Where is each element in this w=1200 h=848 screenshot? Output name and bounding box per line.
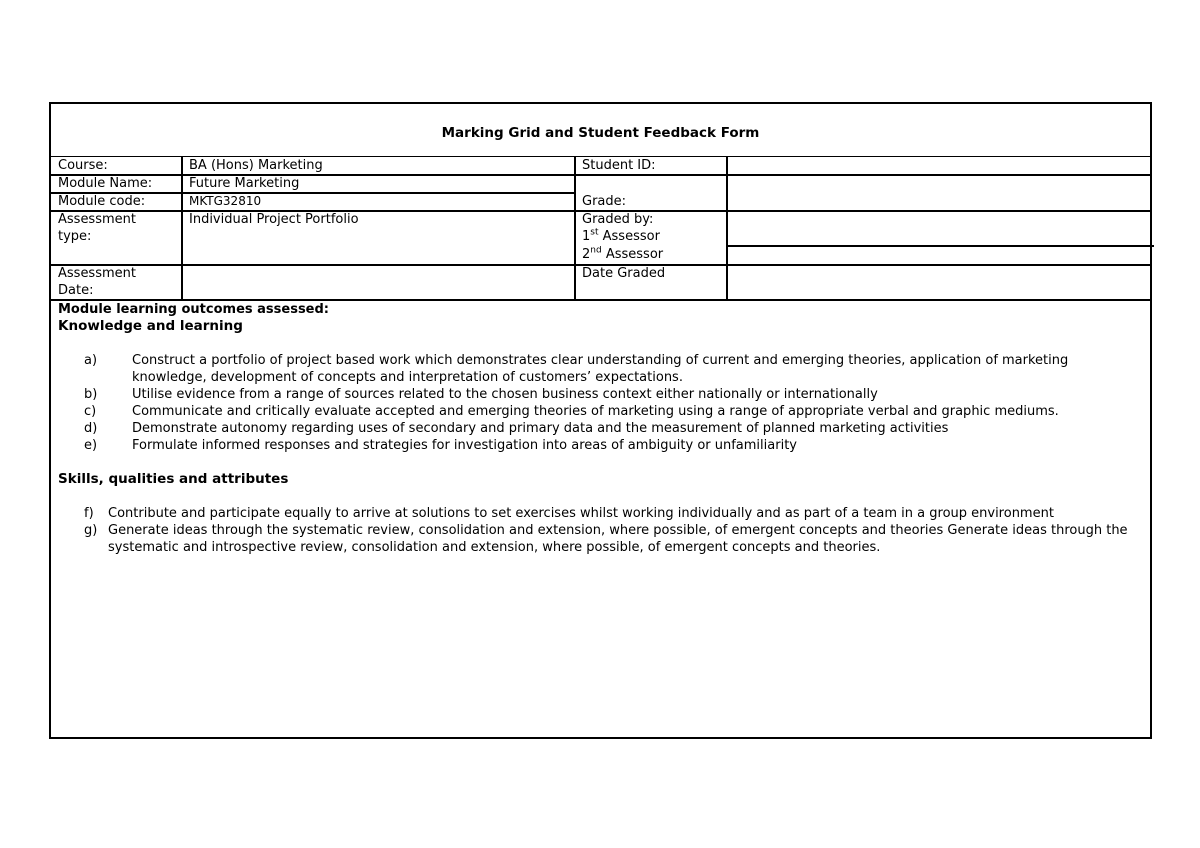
outcomes-heading: Module learning outcomes assessed: <box>58 302 330 317</box>
list-item: g) Generate ideas through the systematic review, consolidation and extension, where possible, of emergent concepts and theories Generate ideas through the systematic and introspective review, consolidation and extension, where possible, of emergent concepts and theories. <box>84 523 1128 555</box>
assessment-date-value[interactable] <box>182 265 574 299</box>
graded-by-label: Graded by: <box>582 212 654 227</box>
course-value: BA (Hons) Marketing <box>189 158 323 173</box>
list-item: a) Construct a portfolio of project based work which demonstrates clear understanding of current and emerging theories, application of marketing knowledge, development of concepts and interpretation of customers’ expectations. <box>84 353 1069 385</box>
skills-heading: Skills, qualities and attributes <box>58 471 289 487</box>
learning-outcomes <box>58 301 1142 556</box>
assessment-type-value: Individual Project Portfolio <box>189 212 359 227</box>
module-name-value: Future Marketing <box>189 176 300 191</box>
assessment-type-label: Assessment type: <box>58 212 136 244</box>
knowledge-heading: Knowledge and learning <box>58 318 243 334</box>
list-item: d) Demonstrate autonomy regarding uses of secondary and primary data and the measurement of planned marketing activities <box>84 421 949 436</box>
list-item: f) Contribute and participate equally to arrive at solutions to set exercises whilst working individually and as part of a team in a group environment <box>84 506 1054 521</box>
title-row <box>51 104 1150 157</box>
date-graded-label: Date Graded <box>582 266 666 281</box>
list-item: b) Utilise evidence from a range of sources related to the chosen business context either nationally or internationally <box>84 387 878 402</box>
student-id-value[interactable] <box>727 157 1154 174</box>
module-code-value: MKTG32810 <box>189 194 262 208</box>
list-item: c) Communicate and critically evaluate accepted and emerging theories of marketing using a range of appropriate verbal and graphic mediums. <box>84 404 1059 419</box>
module-name-label: Module Name: <box>58 176 153 191</box>
grade-label: Grade: <box>582 194 627 209</box>
student-id-label: Student ID: <box>582 158 656 173</box>
grade-value[interactable] <box>727 175 1154 210</box>
first-assessor-value[interactable] <box>727 211 1154 245</box>
second-assessor-label: 2nd Assessor <box>582 246 664 262</box>
assessment-date-label: Assessment Date: <box>58 266 136 298</box>
date-graded-value[interactable] <box>727 265 1154 299</box>
first-assessor-label: 1st Assessor <box>582 228 660 244</box>
knowledge-list <box>58 352 1142 454</box>
second-assessor-value[interactable] <box>727 246 1154 264</box>
list-item: e) Formulate informed responses and strategies for investigation into areas of ambiguity or unfamiliarity <box>84 438 797 453</box>
module-code-label: Module code: <box>58 194 146 209</box>
marking-grid-form <box>49 102 1152 739</box>
course-label: Course: <box>58 158 108 173</box>
skills-list <box>58 505 1142 556</box>
form-title: Marking Grid and Student Feedback Form <box>441 125 760 141</box>
